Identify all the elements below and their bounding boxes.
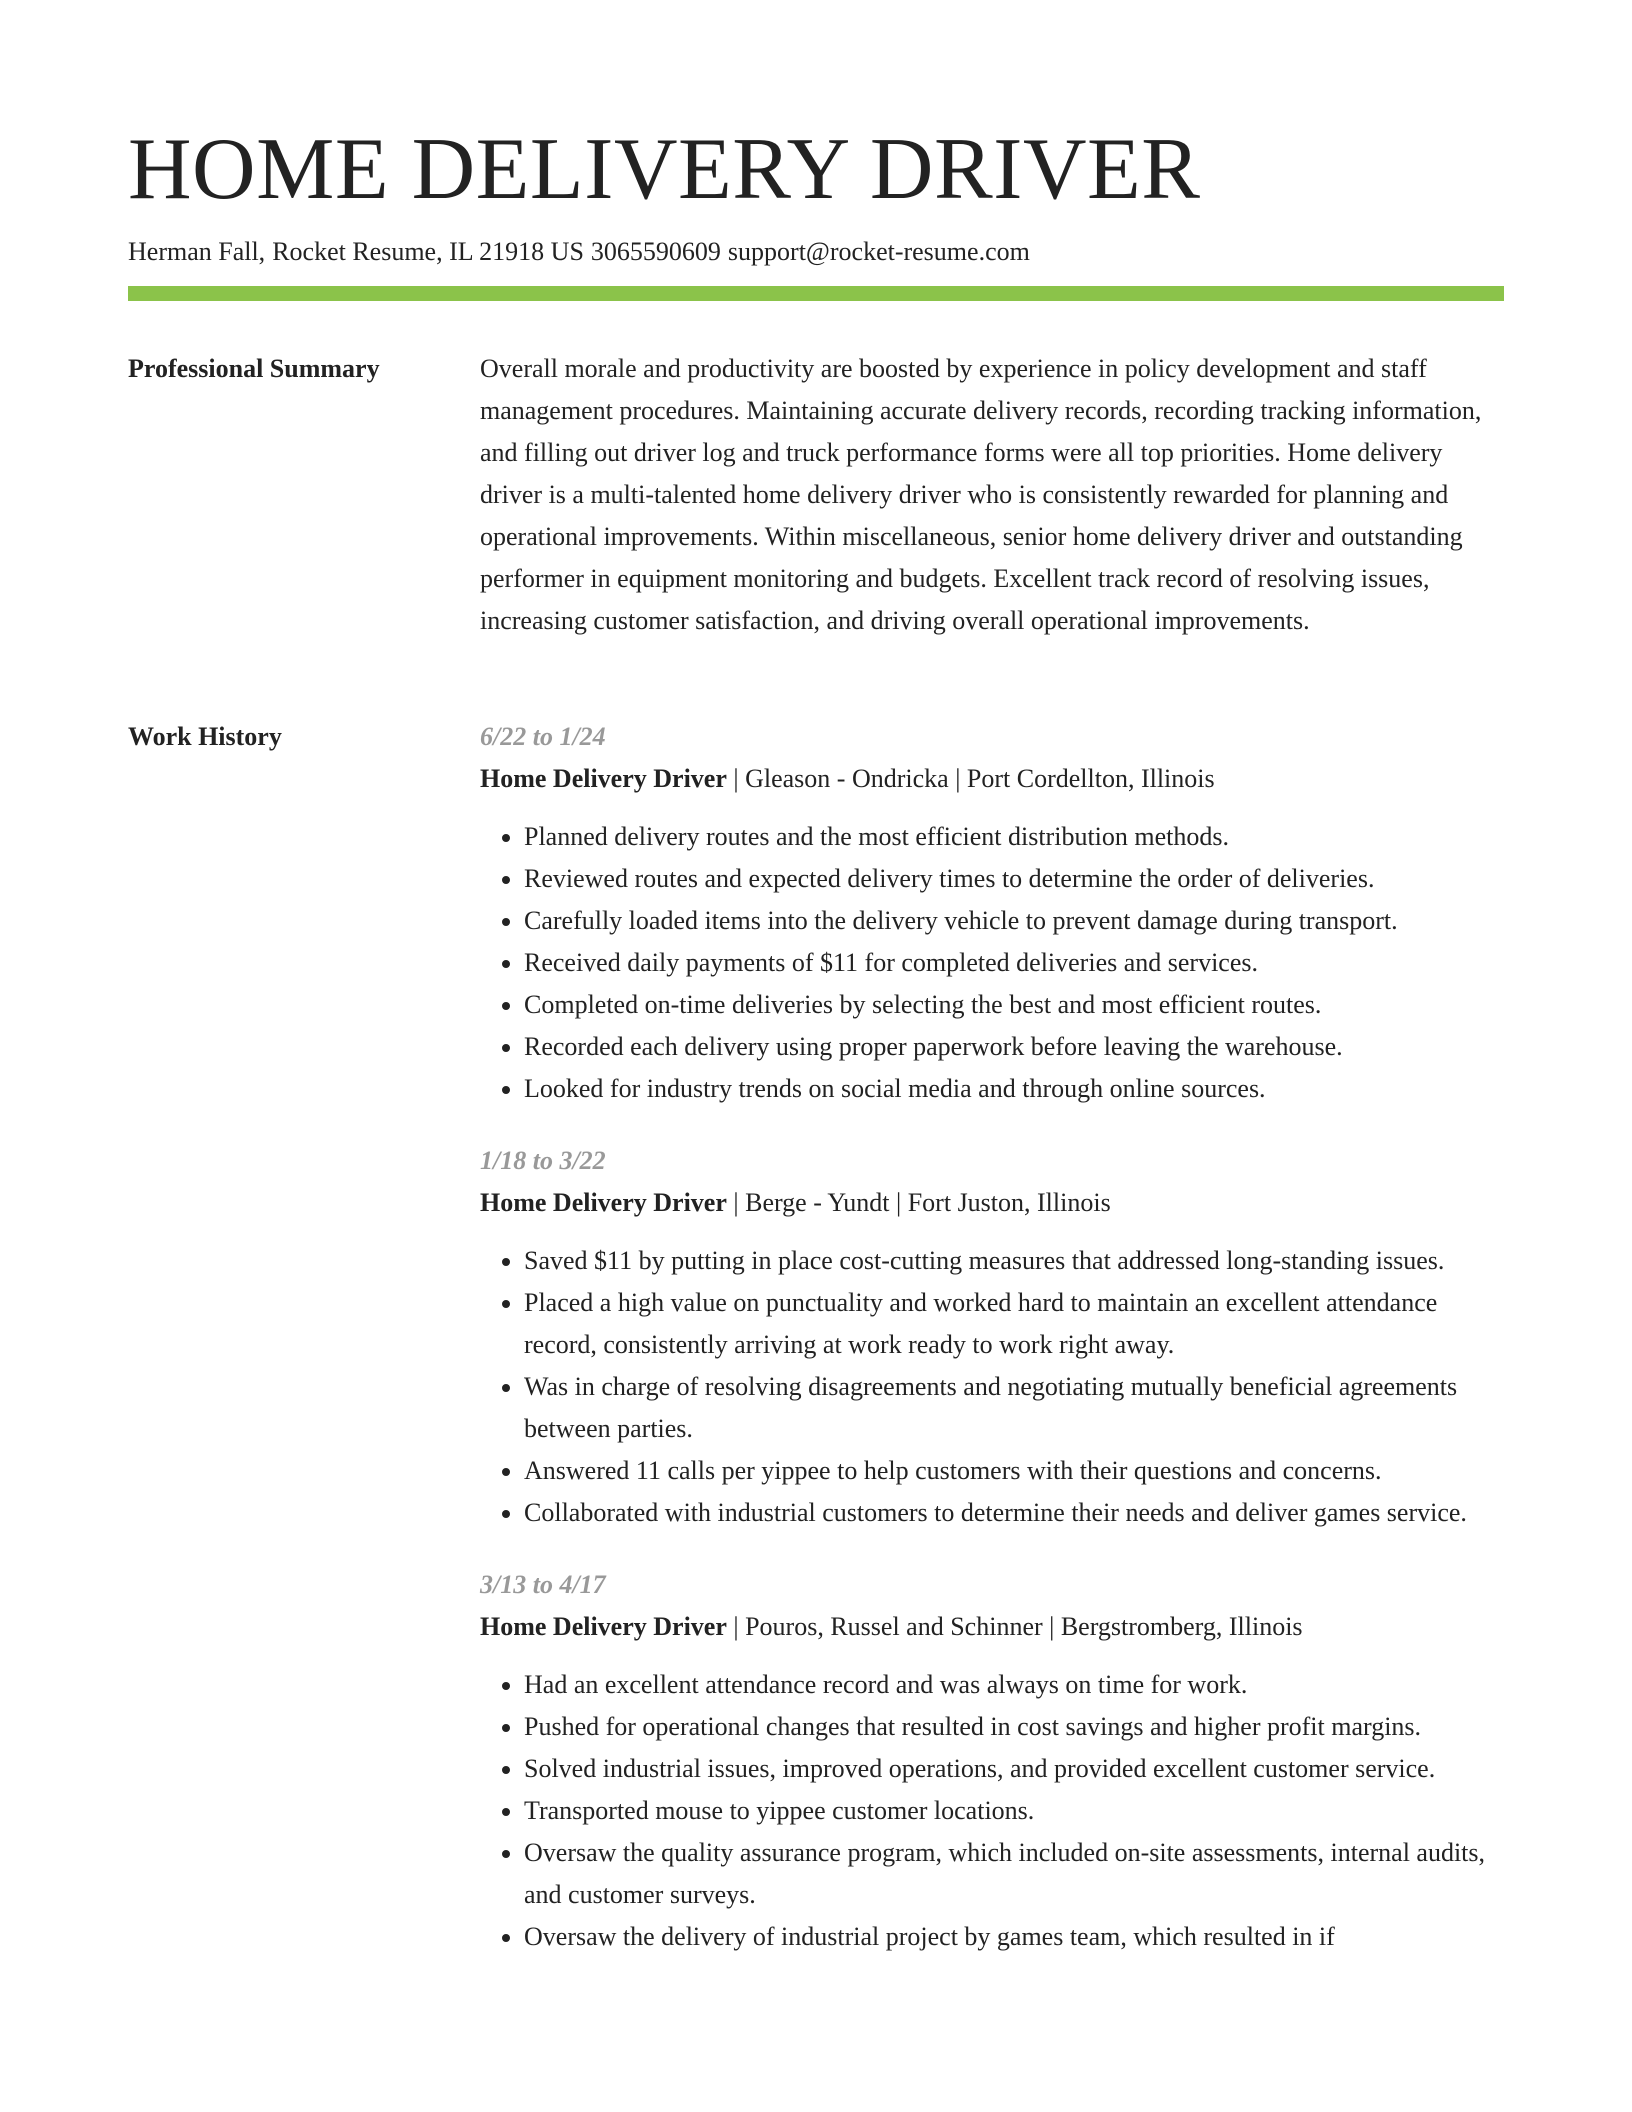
header-divider: [128, 286, 1504, 301]
contact-line: [128, 234, 1504, 270]
job-employer-location: | Pouros, Russel and Schinner | Bergstromberg, Illinois: [726, 1612, 1303, 1641]
job-bullet: • Was in charge of resolving disagreements and negotiating mutually beneficial agreements between parties.: [524, 1366, 1504, 1450]
job-employer-location: | Berge - Yundt | Fort Juston, Illinois: [726, 1188, 1111, 1217]
job-entry: [480, 716, 1504, 1110]
job-bullet: • Reviewed routes and expected delivery times to determine the order of deliveries.: [524, 858, 1504, 900]
job-bullet: • Had an excellent attendance record and was always on time for work.: [524, 1664, 1504, 1706]
job-bullet-list: [480, 1664, 1504, 1958]
job-heading-line: [480, 1606, 1504, 1648]
resume-header: [128, 118, 1504, 270]
job-bullet: • Oversaw the delivery of industrial project by games team, which resulted in if: [524, 1916, 1504, 1958]
job-heading-line: [480, 1182, 1504, 1224]
job-bullet: • Looked for industry trends on social media and through online sources.: [524, 1068, 1504, 1110]
job-bullet: • Completed on-time deliveries by selecting the best and most efficient routes.: [524, 984, 1504, 1026]
contact-email: support@rocket-resume.com: [727, 237, 1030, 266]
job-bullet: • Collaborated with industrial customers to determine their needs and deliver games service.: [524, 1492, 1504, 1534]
job-bullet: • Pushed for operational changes that resulted in cost savings and higher profit margins.: [524, 1706, 1504, 1748]
job-bullet: • Planned delivery routes and the most efficient distribution methods.: [524, 816, 1504, 858]
job-bullet: • Carefully loaded items into the delivery vehicle to prevent damage during transport.: [524, 900, 1504, 942]
job-bullet: • Solved industrial issues, improved operations, and provided excellent customer service.: [524, 1748, 1504, 1790]
work-history-heading: Work History: [128, 722, 282, 751]
job-title: Home Delivery Driver: [480, 764, 727, 793]
job-entry: [480, 1564, 1504, 1958]
job-dates: 3/13 to 4/17: [480, 1570, 606, 1599]
job-employer-location: | Gleason - Ondricka | Port Cordellton, Illinois: [726, 764, 1215, 793]
job-bullet: • Placed a high value on punctuality and worked hard to maintain an excellent attendance record, consistently arriving at work ready to work right away.: [524, 1282, 1504, 1366]
job-bullet: • Oversaw the quality assurance program, which included on-site assessments, internal audits, and customer surveys.: [524, 1832, 1504, 1916]
summary-heading: Professional Summary: [128, 354, 380, 383]
job-title: Home Delivery Driver: [480, 1612, 727, 1641]
job-bullet: • Recorded each delivery using proper paperwork before leaving the warehouse.: [524, 1026, 1504, 1068]
summary-body: [480, 348, 1504, 642]
work-history-body: [480, 716, 1504, 1988]
job-dates: 1/18 to 3/22: [480, 1146, 606, 1175]
job-bullet: • Answered 11 calls per yippee to help customers with their questions and concerns.: [524, 1450, 1504, 1492]
job-bullet: • Transported mouse to yippee customer locations.: [524, 1790, 1504, 1832]
summary-text: Overall morale and productivity are boosted by experience in policy development and staff management procedures. Maintaining accurate delivery records, recording tracking information, and filling out driver log and truck performance forms were all top priorities. Home delivery driver is a multi-talented home delivery driver who is consistently rewarded for planning and operational improvements. Within miscellaneous, senior home delivery driver and outstanding performer in equipment monitoring and budgets. Excellent track record of resolving issues, increasing customer satisfaction, and driving overall operational improvements.: [480, 354, 1482, 635]
job-bullet-list: [480, 816, 1504, 1110]
contact-name: Herman Fall,: [128, 237, 266, 266]
page-title: HOME DELIVERY DRIVER: [128, 121, 1201, 218]
contact-address: Rocket Resume, IL 21918 US: [272, 237, 584, 266]
job-entry: [480, 1140, 1504, 1534]
job-bullet-list: [480, 1240, 1504, 1534]
job-dates: 6/22 to 1/24: [480, 722, 606, 751]
job-heading-line: [480, 758, 1504, 800]
job-bullet: • Saved $11 by putting in place cost-cutting measures that addressed long-standing issues.: [524, 1240, 1504, 1282]
job-bullet: • Received daily payments of $11 for completed deliveries and services.: [524, 942, 1504, 984]
job-title: Home Delivery Driver: [480, 1188, 727, 1217]
contact-phone: 3065590609: [590, 237, 721, 266]
